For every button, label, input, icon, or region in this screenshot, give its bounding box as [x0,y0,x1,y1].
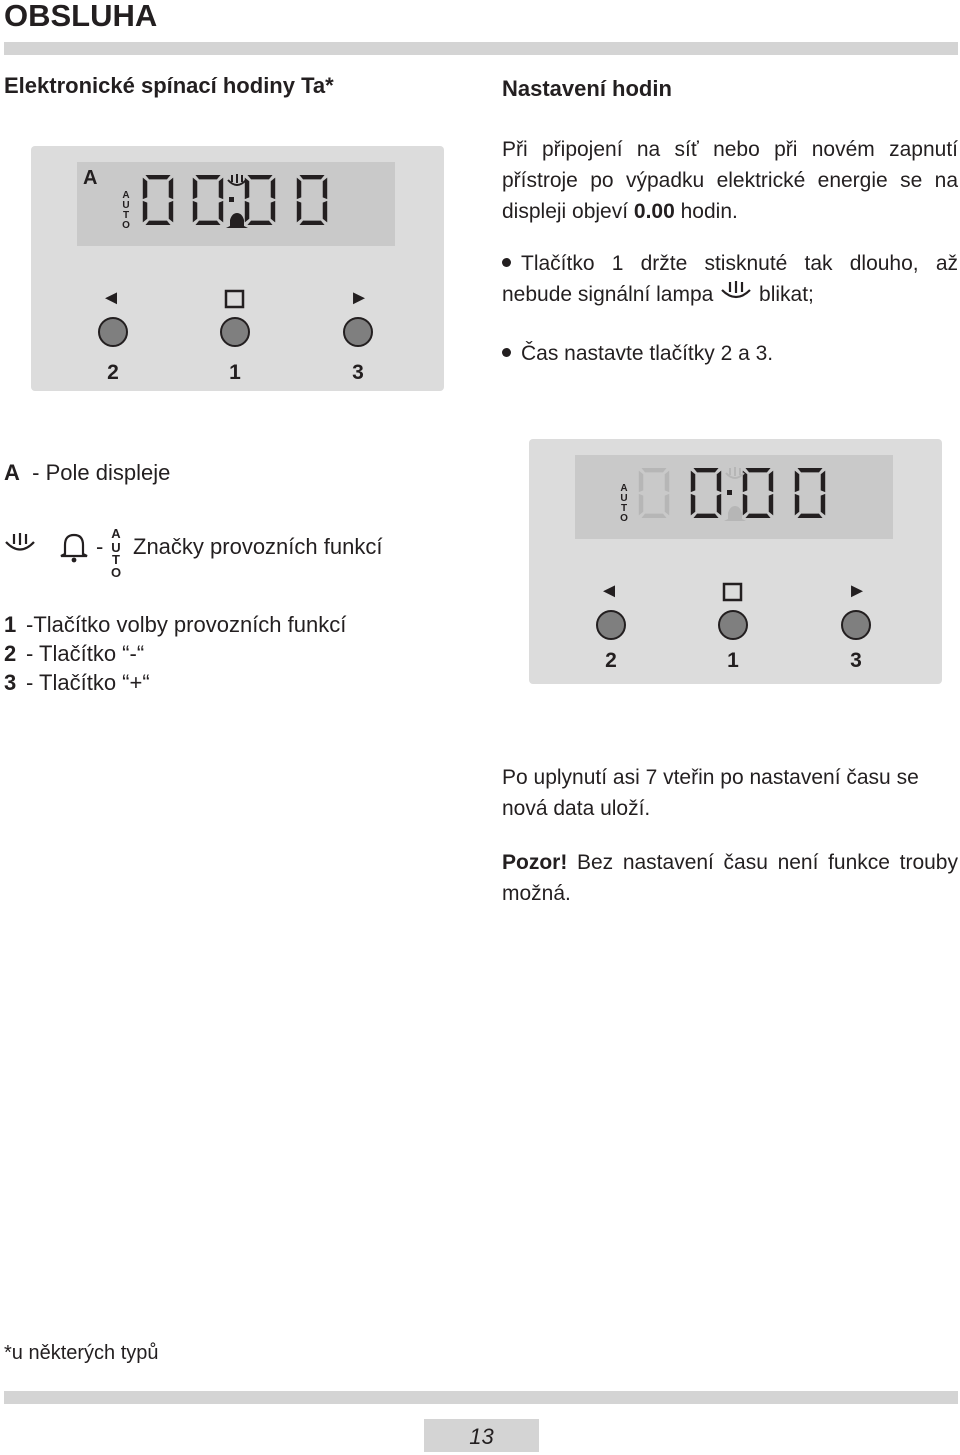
button-3-label: 3 [352,361,364,384]
bell-icon [58,530,92,566]
svg-text:A: A [122,190,130,201]
svg-text:O: O [110,565,122,580]
svg-text:T: T [112,552,120,567]
button-2[interactable] [597,611,625,639]
button-1-label: 1 [229,361,241,384]
svg-text:O: O [620,513,628,524]
button-1-label: 1 [727,649,739,672]
svg-text:T: T [620,503,628,514]
button-3[interactable] [344,318,372,346]
button-2[interactable] [99,318,127,346]
warning-paragraph: Pozor! Bez nastavení času není funkce trouby možná. [502,851,958,905]
minus-arrow-symbol: ◄ [599,580,619,602]
cooking-lamp-icon [719,280,753,302]
control-panel-diagram-2 [529,439,943,685]
legend-item-2: 2 - Tlačítko “-“ [4,641,145,666]
svg-text:T: T [122,210,130,221]
legend-display-field: A - Pole displeje [4,460,171,485]
footnote: *u některých typů [4,1342,159,1364]
bullet-item-1: Tlačítko 1 držte stisknuté tak dlouho, až nebude signální lampa blikat; [502,252,958,306]
cooking-icon [4,530,38,560]
legend-item-3: 3 - Tlačítko “+“ [4,670,150,695]
colon-dot [229,197,234,202]
legend-item-1: 1 -Tlačítko volby provozních funkcí [4,612,347,637]
display-label-a: A [83,167,98,189]
colon-dot [727,490,732,495]
auto-indicator [122,190,130,231]
symbols-dash: - [96,534,104,559]
button-2-label: 2 [605,649,617,672]
page-title: OBSLUHA [4,0,158,33]
plus-arrow-symbol: ► [349,287,369,309]
button-1[interactable] [719,611,747,639]
page-number: 13 [424,1419,539,1452]
svg-text:U: U [122,200,130,211]
initial-time-value: 0.00 [633,200,675,223]
svg-text:U: U [111,540,121,555]
button-3[interactable] [842,611,870,639]
svg-text:U: U [620,493,628,504]
section-heading-timer: Elektronické spínací hodiny Ta* [4,73,334,98]
button-3-label: 3 [850,649,862,672]
plus-arrow-symbol: ► [847,580,867,602]
footer-rule [4,1391,958,1404]
button-1[interactable] [221,318,249,346]
header-rule [4,42,958,55]
svg-text:A: A [620,483,628,494]
warning-label: Pozor! [502,851,568,874]
auto-indicator [620,483,628,524]
bullet-dot [502,348,511,357]
minus-arrow-symbol: ◄ [101,287,121,309]
button-2-label: 2 [107,361,119,384]
legend-symbols-text: Značky provozních funkcí [133,534,383,559]
intro-paragraph: Při připojení na síť nebo při novém zapnutí přístroje po výpadku elektrické energie se na displeji objeví 0.00 hodin. [502,138,958,223]
bullet-dot [502,258,511,267]
section-heading-set-clock: Nastavení hodin [502,76,672,101]
control-panel-diagram [31,146,445,392]
svg-text:O: O [122,220,130,231]
auto-icon [107,526,127,580]
bullet-item-2: Čas nastavte tlačítky 2 a 3. [502,338,958,369]
svg-text:A: A [111,526,121,541]
save-paragraph: Po uplynutí asi 7 vteřin po nastavení času se nová data uloží. [502,766,919,820]
